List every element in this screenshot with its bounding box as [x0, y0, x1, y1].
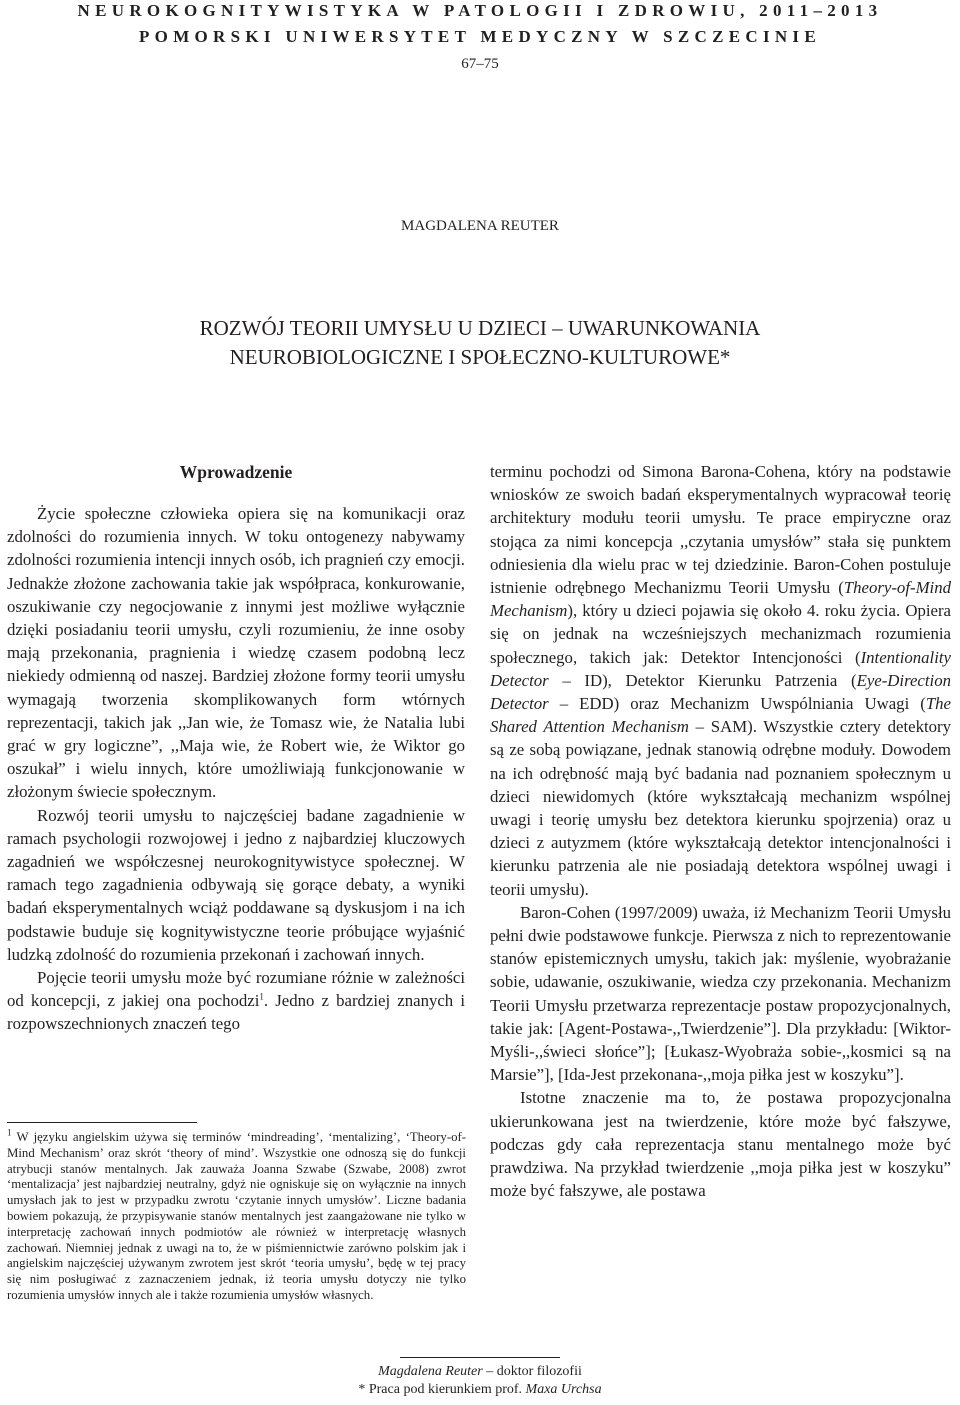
- paragraph-text: – EDD) oraz Mechanizm Uwspólniania Uwagi (: [548, 694, 926, 714]
- footnote-rule: [7, 1122, 197, 1123]
- footnote-ref[interactable]: 1: [259, 991, 264, 1002]
- paragraph: Rozwój teorii umysłu to najczęściej badane zagadnienie w ramach psychologii rozwojowej i jedno z najbardziej kluczowych zagadnień we współczesnej neurokognitywistyce społecznej. W ramach tego zagadnienia odbywają się gorące debaty, a wyniki badań eksperymentalnych wciąż poddawane są dyskusjom i na ich podstawie buduje się kognitywistyczne teorie próbujące wyjaśnić ludzką zdolność do rozumienia przekonań i zachowań innych.: [7, 805, 465, 964]
- right-column: [490, 460, 951, 1203]
- article-author: MAGDALENA REUTER: [401, 218, 559, 234]
- note-prefix: * Praca pod kierunkiem prof.: [358, 1382, 526, 1397]
- section-heading: Wprowadzenie: [179, 462, 293, 482]
- paragraph-text: Pojęcie teorii umysłu może być rozumiane różnie w zależności od koncepcji, z jakiej ona pochodzi: [7, 968, 465, 1011]
- paragraph-text: terminu pochodzi od Simona Barona-Cohena, który na podstawie wniosków ze swoich badań eksperymentalnych wypracował teorię architektury modułu teorii umysłu. Te prace empiryczne oraz stojąca za nimi koncepcja ,,czytania umysłów” stała się punktem odniesienia dla wielu prac w tej dziedzinie. Baron-Cohen postuluje istnienie odrębnego Mechanizmu Teorii Umysłu (: [490, 462, 951, 598]
- paragraph-text: – SAM). Wszystkie cztery detektory są ze sobą powiązane, jednak stanowią odrębne moduły. Dowodem na ich odrębność mają być badania nad poznaniem społecznym u dzieci niewidomych (które wykształcają mechanizm wspólnej uwagi i teorię umysłu bez detektora kierunku spojrzenia) oraz u dzieci z autyzmem (które wykształcają detektor intencjonalności i kierunku patrzenia ale nie posiadają detektora wspólnej uwagi i teorii umysłu).: [490, 717, 951, 899]
- paragraph: Istotne znaczenie ma to, że postawa propozycjonalna ukierunkowana jest na twierdzenie, które może być fałszywe, podczas gdy cała reprezentacja stanu mentalnego może być prawdziwa. Na przykład twierdzenie ,,moja piłka jest w koszyku” może być fałszywe, ale postawa: [490, 1088, 951, 1201]
- page-range: 67–75: [461, 56, 499, 72]
- supervision-note: [0, 1381, 960, 1399]
- author-role: – doktor filozofii: [482, 1364, 582, 1379]
- author-affiliation: [0, 1363, 960, 1381]
- article-title: [0, 314, 960, 372]
- title-line-2: NEUROBIOLOGICZNE I SPOŁECZNO-KULTUROWE*: [229, 345, 731, 369]
- paragraph-text: . Jedno z bardziej znanych i rozpowszechnionych znaczeń tego: [7, 991, 465, 1034]
- term-italic: Theory-of-Mind Mechanism: [490, 578, 951, 621]
- term-italic: Eye-Direction Detector: [490, 670, 951, 714]
- term-italic: Intentionality Detector: [490, 647, 951, 690]
- footer-rule: [400, 1357, 560, 1358]
- footnote: [7, 1127, 466, 1304]
- running-header-journal: NEUROKOGNITYWISTYKA W PATOLOGII I ZDROWIU, 2011–2013: [77, 1, 883, 20]
- author-name: Magdalena Reuter: [378, 1364, 483, 1379]
- term-italic: The Shared Attention Mechanism: [490, 694, 951, 737]
- paragraph: [7, 966, 465, 1036]
- paragraph-text: – ID), Detektor Kierunku Patrzenia (: [548, 670, 857, 690]
- paragraph: Baron-Cohen (1997/2009) uważa, iż Mechanizm Teorii Umysłu pełni dwie podstawowe funkcje. Pierwsza z nich to reprezentowanie stanów epistemicznych umysłu, takich jak: myślenie, wyobrażanie sobie, udawanie, oszukiwanie, wiedza czy przekonania. Mechanizm Teorii Umysłu przetwarza reprezentacje postaw propozycjonalnych, takie jak: [Agent-Postawa-,,Twierdzenie”]. Dla przykładu: [Wiktor-Myśli-,,świeci słońce”]; [Łukasz-Wyobraża sobie-,,kosmici są na Marsie”], [Ida-Jest przekonana-,,moja piłka jest w koszyku”].: [490, 902, 951, 1085]
- paragraph: Życie społeczne człowieka opiera się na komunikacji oraz zdolności do rozumienia innych. W toku ontogenezy nabywamy zdolności rozumienia intencji innych osób, ich pragnień czy emocji. Jednakże złożone zachowania takie jak współpraca, konkurowanie, oszukiwanie czy negocjowanie z innymi jest możliwe wyłącznie dzięki posiadaniu teorii umysłu, czyli rozumieniu, że inne osoby mają przekonania, pragnienia i wiedzę czasem podobną lecz niekiedy odmienną od naszej. Bardziej złożone formy teorii umysłu wymagają tworzenia skomplikowanych form wtórnych reprezentacji, takich jak ,,Jan wie, że Tomasz wie, że Natalia lubi grać w gry logiczne”, ,,Maja wie, że Robert wie, że Wiktor go oszukał” i wielu innych, które umożliwiają funkcjonowanie w złożonym świecie społecznym.: [7, 504, 465, 802]
- title-line-1: ROZWÓJ TEORII UMYSŁU U DZIECI – UWARUNKOWANIA: [199, 316, 761, 340]
- footnote-text: W języku angielskim używa się terminów ‘mindreading’, ‘mentalizing’, ‘Theory-of-Mind Mechanism’ oraz skrót ‘theory of mind’. Wszystkie one odnoszą się do funkcji atrybucji stanów mentalnych. Jak zauważa Joanna Szwabe (Szwabe, 2008) zwrot ‘mentalizacja’ jest najbardziej neutralny, gdyż nie ogniskuje się on wyłącznie na innych umysłach jak to jest w przypadku zwrotu ‘czytanie innych umysłów’. Liczne badania bowiem pokazują, że przypisywanie stanów mentalnych jest zaangażowane nie tylko w interpretację zachowań innych podmiotów ale również w interpretację własnych zachowań. Niemniej jednak z uwagi na to, że w piśmiennictwie zarówno polskim jak i angielskim najczęściej używanym zwrotem jest skrót ‘teoria umysłu’, będę w tej pracy się nim posługiwać z zaznaczeniem jednak, iż teoria umysłu dotyczy nie tylko rozumienia umysłów innych ale i także rozumienia umysłów własnych.: [7, 1130, 466, 1302]
- supervisor-name: Maxa Urchsa: [525, 1382, 602, 1397]
- paragraph-text: ), który u dzieci pojawia się około 4. roku życia. Opiera się on jednak na wcześniejszych mechanizmach rozumienia społecznego, takich jak: Detektor Intencjoności (: [490, 601, 951, 667]
- running-header-university: POMORSKI UNIWERSYTET MEDYCZNY W SZCZECINIE: [138, 27, 821, 46]
- paragraph: [490, 460, 951, 901]
- left-column: [7, 460, 465, 1036]
- footnote-number: 1: [7, 1127, 12, 1138]
